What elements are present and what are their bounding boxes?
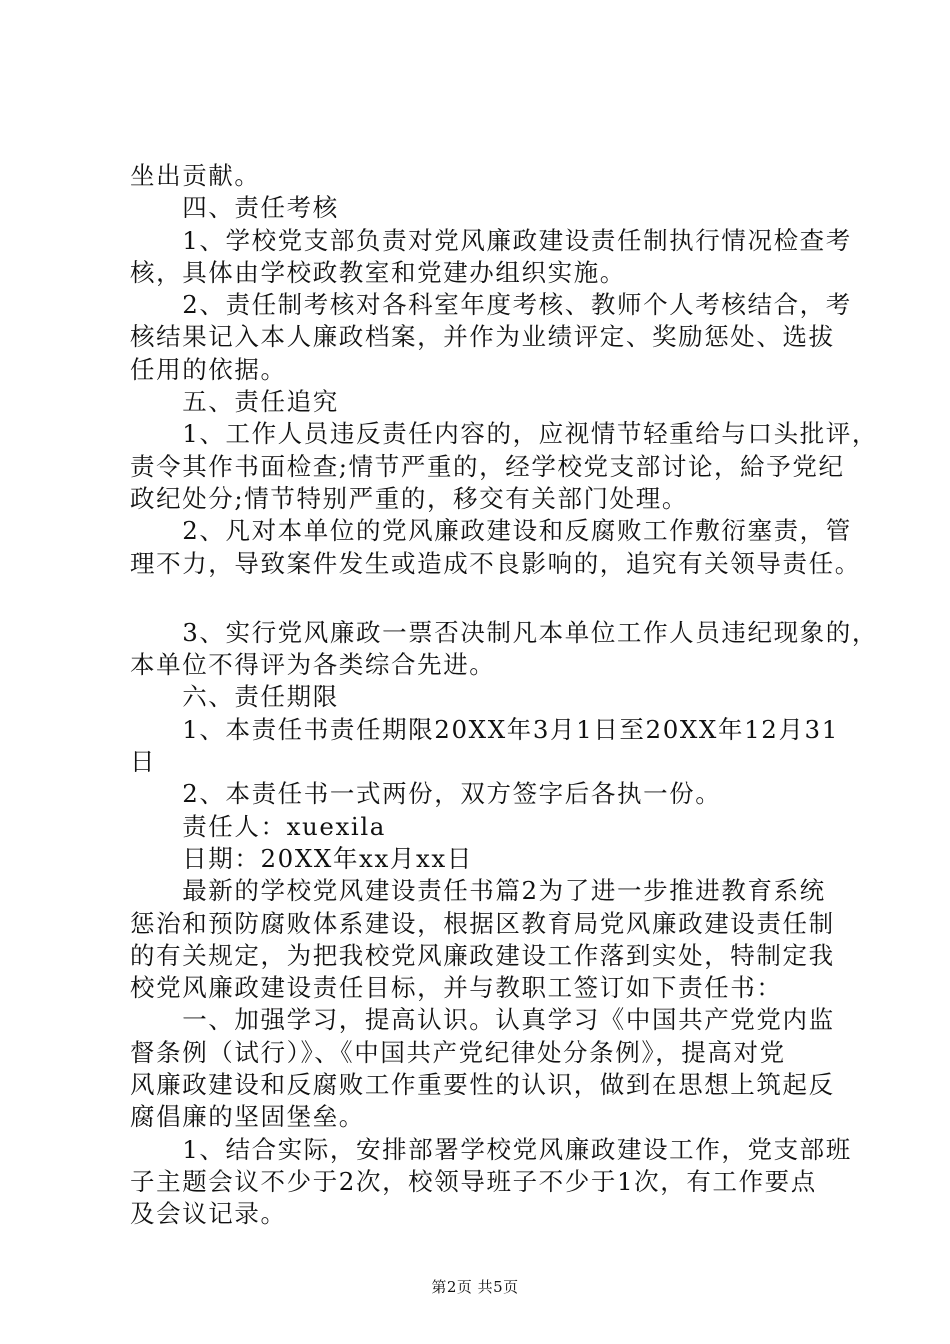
text-line: 1、结合实际，安排部署学校党风廉政建设工作，党支部班 <box>130 1134 852 1164</box>
text-line: 理不力，导致案件发生或造成不良影响的，追究有关领导责任。 <box>130 548 861 578</box>
page-footer: 第2页 共5页 <box>431 1278 519 1296</box>
section-heading: 四、责任考核 <box>130 193 339 223</box>
text-line: 本单位不得评为各类综合先进。 <box>130 650 496 680</box>
text-line: 督条例（试行）》、《中国共产党纪律处分条例》，提高对党 <box>130 1037 786 1067</box>
text-line: 政纪处分;情节特别严重的，移交有关部门处理。 <box>130 483 688 513</box>
text-line: 风廉政建设和反腐败工作重要性的认识，做到在思想上筑起反 <box>130 1070 835 1100</box>
text-line: 的有关规定，为把我校党风廉政建设工作落到实处，特制定我 <box>130 940 835 970</box>
text-line: 任用的依据。 <box>130 354 287 384</box>
text-line: 1、本责任书责任期限20XX年3月1日至20XX年12月31 <box>130 714 839 744</box>
text-line: 责任人：xuexila <box>130 811 386 841</box>
text-line: 核，具体由学校政教室和党建办组织实施。 <box>130 257 626 287</box>
section-heading: 六、责任期限 <box>130 682 339 712</box>
text-line: 最新的学校党风建设责任书篇2为了进一步推进教育系统 <box>130 876 826 906</box>
text-line: 核结果记入本人廉政档案，并作为业绩评定、奖励惩处、选拔 <box>130 322 835 352</box>
document-body <box>130 160 878 1231</box>
text-line: 2、本责任书一式两份，双方签字后各执一份。 <box>130 779 722 809</box>
paragraph-gap <box>130 580 850 617</box>
text-line: 及会议记录。 <box>130 1199 287 1229</box>
text-line: 1、工作人员违反责任内容的，应视情节轻重给与口头批评， <box>130 419 878 449</box>
text-line: 惩治和预防腐败体系建设，根据区教育局党风廉政建设责任制 <box>130 908 835 938</box>
text-line: 日期：20XX年xx月xx日 <box>130 843 473 873</box>
text-line: 2、责任制考核对各科室年度考核、教师个人考核结合，考 <box>130 290 852 320</box>
text-line: 坐出贡献。 <box>130 161 261 190</box>
text-line: 日 <box>130 747 157 777</box>
text-line: 一、加强学习，提高认识。认真学习《中国共产党党内监 <box>130 1005 835 1035</box>
text-line: 2、凡对本单位的党风廉政建设和反腐败工作敷衍塞责，管 <box>130 516 852 546</box>
section-heading: 五、责任追究 <box>130 387 339 417</box>
text-line: 1、学校党支部负责对党风廉政建设责任制执行情况检查考 <box>130 225 852 255</box>
text-line: 3、实行党风廉政一票否决制凡本单位工作人员违纪现象的， <box>130 617 878 647</box>
text-line: 子主题会议不少于2次，校领导班子不少于1次，有工作要点 <box>130 1166 817 1196</box>
text-line: 校党风廉政建设责任目标，并与教职工签订如下责任书： <box>130 973 783 1003</box>
text-line: 责令其作书面检查;情节严重的，经学校党支部讨论，給予党纪 <box>130 451 845 481</box>
text-line: 腐倡廉的坚固堡垒。 <box>130 1102 365 1132</box>
